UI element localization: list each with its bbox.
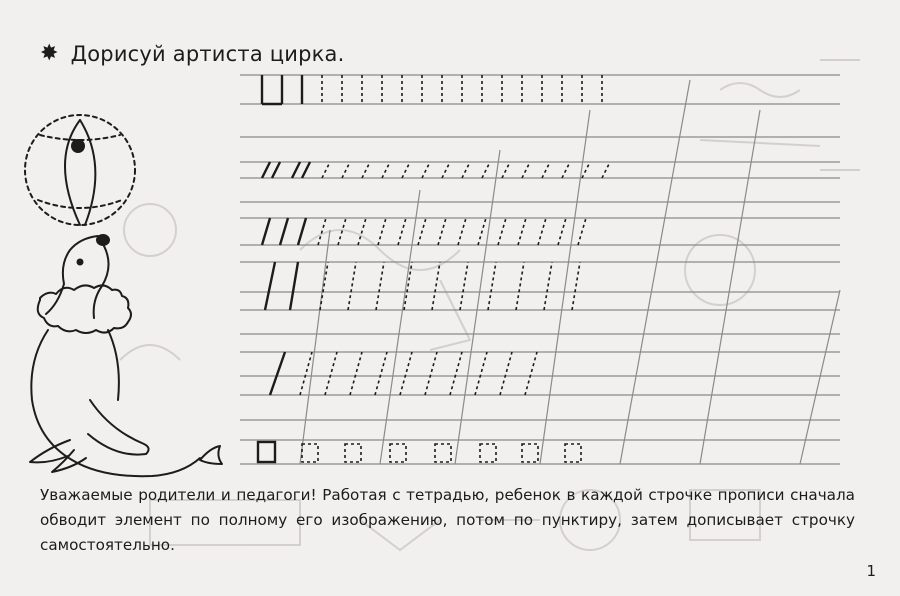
- task-title: Дорисуй артиста цирка.: [70, 42, 345, 66]
- parents-note: Уважаемые родители и педагоги! Работая с тетрадью, ребенок в каждой строчке прописи сначала обводит элемент по полному его изображению, потом по пунктиру, затем дописывает строчку самостоятельно.: [40, 486, 855, 554]
- asterisk-bullet-icon: ✸: [40, 41, 59, 66]
- page-number: 1: [866, 562, 876, 580]
